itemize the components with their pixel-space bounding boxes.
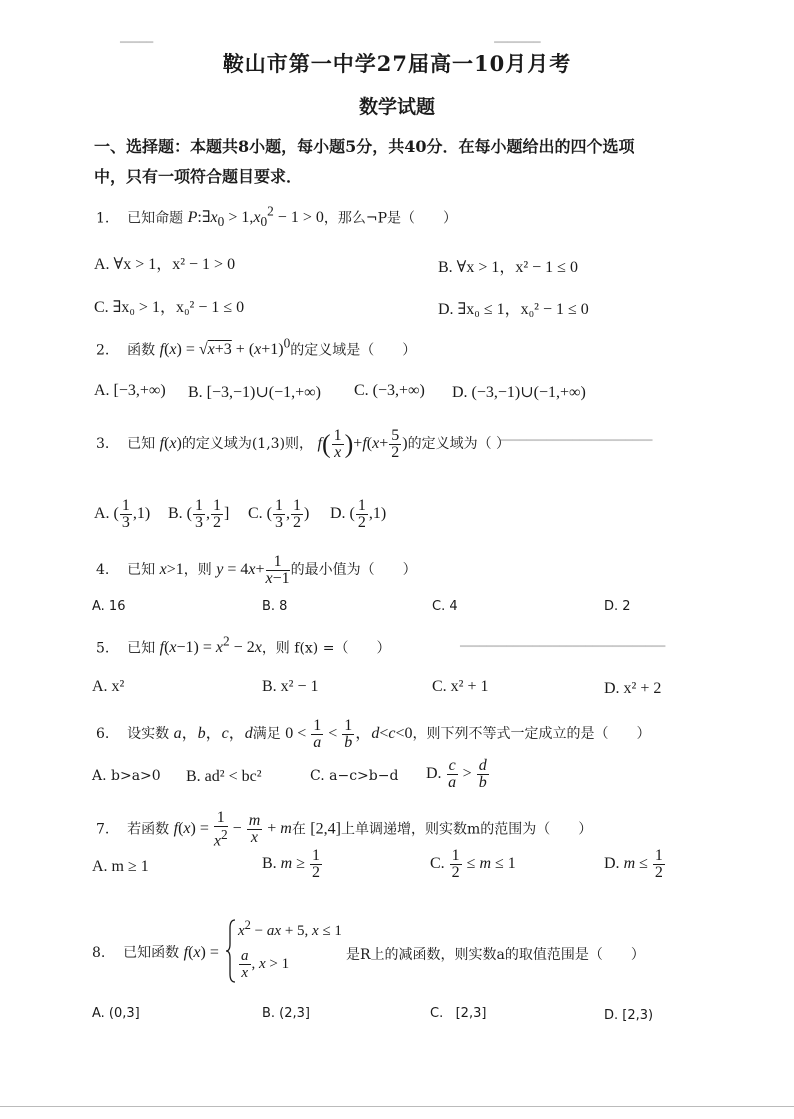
bleed-through-text: ━━━━━━━━━━━━━━━━━━━━━━━ (500, 434, 653, 447)
math-expr: x>1 (159, 561, 184, 579)
question-stem-tail: 的定义域是（ ） (290, 342, 417, 359)
option-b: B. x² − 1 (262, 678, 319, 695)
option-a: A. ( $\frac{1}{3}$ ,1) (94, 497, 151, 531)
exam-subject: 数学试题 (358, 96, 435, 118)
question-number: 7. (96, 821, 110, 838)
math-expr: $f(x-1) = x^2 - 2x$ (159, 634, 262, 657)
page-bottom-edge (0, 1106, 794, 1107)
option-c: C. x² + 1 (432, 678, 489, 695)
question-7 (96, 810, 592, 849)
option-a: A. (0,3] (92, 1006, 140, 1021)
math-expr: 0 < $\frac{1}{a}$ < $\frac{1}{b}$ ，d<c<0 (285, 717, 413, 751)
question-stem-tail: 的最小值为（ ） (290, 562, 417, 579)
question-stem-tail: ，那么¬P是（ ） (323, 210, 457, 227)
question-1 (96, 204, 457, 231)
option-a: A. 16 (92, 599, 126, 614)
piecewise-case-2: $\frac{a}{x}$ , x > 1 (241, 948, 290, 981)
section-heading-line1: 一、选择题：本题共8小题，每小题5分，共40分．在每小题给出的四个选项 (94, 137, 635, 156)
question-stem: 函数 (127, 342, 156, 359)
question-stem-tail: 上单调递增，则实数m的范围为（ ） (340, 821, 593, 838)
question-number: 5. (96, 640, 110, 657)
option-c: C. $\frac{1}{2}$ ≤ m ≤ 1 (430, 847, 516, 881)
question-number: 8. (92, 945, 106, 961)
math-expr: [2,4] (310, 820, 341, 838)
question-stem: 已知 (127, 436, 156, 453)
option-d: D. m ≤ $\frac{1}{2}$ (604, 847, 663, 881)
question-2 (96, 336, 416, 359)
option-b: B. (2,3] (262, 1006, 311, 1021)
exam-title: 鞍山市第一中学27届高一10月月考 (222, 51, 572, 76)
question-6 (96, 718, 650, 751)
question-stem-tail: ，则下列不等式一定成立的是（ ） (412, 726, 651, 743)
question-stem-tail: 的定义域为（ ） (407, 436, 511, 453)
option-d: D. [2,3) (604, 1008, 654, 1023)
option-d: D. (−3,−1)∪(−1,+∞) (452, 384, 586, 401)
math-expr: $P:\exists x_0 > 1,x_0^2 - 1 > 0$ (187, 204, 324, 230)
question-stem: 已知 (127, 562, 156, 579)
option-d: D. 2 (604, 599, 631, 614)
option-b: B. ad² < bc² (186, 768, 262, 785)
question-stem: 已知 (127, 640, 156, 657)
option-b: B. ∀x > 1，x² − 1 ≤ 0 (438, 259, 578, 276)
option-a: A. [−3,+∞) (94, 382, 166, 399)
piecewise-brace (225, 918, 237, 984)
question-stem-mid: 在 (291, 821, 306, 838)
option-c: C. ( $\frac{1}{3}$ , $\frac{1}{2}$ ) (248, 497, 310, 531)
math-expr: f(x) (159, 435, 182, 453)
option-a: A. b>a>0 (92, 768, 161, 784)
option-b: B. ( $\frac{1}{3}$ , $\frac{1}{2}$ ] (168, 497, 230, 531)
bleed-through-text: ━━━━━ ━━━━━━━ (120, 36, 541, 49)
question-4 (96, 554, 417, 587)
math-expr: f(x) = $\frac{1}{x^2}$ − $\frac{m}{x}$ + m (173, 809, 292, 850)
math-expr: f(x) = (183, 944, 219, 961)
question-stem: 设实数 (127, 726, 170, 743)
option-a: A. x² (92, 678, 125, 695)
section-heading-line2: 中，只有一项符合题目要求． (94, 167, 303, 186)
math-expr: $f(x) = √x+3 + (x+1)^0$ (159, 336, 291, 359)
option-d: D. $\frac{c}{a}$ > $\frac{d}{b}$ (426, 757, 487, 791)
question-stem-mid: 满足 (252, 726, 281, 743)
question-stem-mid: 的定义域为(1,3)则， (181, 436, 314, 453)
question-number: 6. (96, 726, 110, 743)
question-8-tail: 是R上的减函数，则实数a的取值范围是（ ） (346, 947, 645, 963)
piecewise-case-1: $x^2$ − ax + 5, x ≤ 1 (238, 918, 342, 939)
option-c: C. (−3,+∞) (354, 382, 425, 399)
question-stem: 已知函数 (123, 945, 180, 961)
math-expr: f( $\frac{1}{x}$ )+f(x+ $\frac{5}{2}$ ) (317, 427, 408, 461)
option-c: C. a−c>b−d (310, 768, 399, 784)
question-5 (96, 634, 390, 657)
option-b: B. m ≥ $\frac{1}{2}$ (262, 847, 321, 881)
option-b: B. 8 (262, 599, 288, 614)
question-3 (96, 428, 510, 461)
question-stem: 若函数 (127, 821, 170, 838)
question-stem: 已知命题 (127, 210, 184, 227)
option-a: A. m ≥ 1 (92, 858, 149, 875)
question-stem-tail: ，则 f(x) =（ ） (261, 640, 391, 657)
question-stem-mid: ，则 (183, 562, 212, 579)
section-heading (94, 132, 704, 192)
math-expr: a，b，c，d (173, 725, 253, 743)
option-d: D. ∃x₀ ≤ 1，x₀² − 1 ≤ 0 (438, 301, 589, 318)
option-d: D. x² + 2 (604, 680, 662, 697)
option-d: D. ( $\frac{1}{2}$ ,1) (330, 497, 387, 531)
question-number: 4. (96, 562, 110, 579)
bleed-through-text: ━━━━━━━━━━━━━━━━━━━━━━━━━━━━━━━ (460, 640, 666, 653)
option-c: C. 4 (432, 599, 458, 614)
question-number: 1. (96, 210, 110, 227)
option-a: A. ∀x > 1，x² − 1 > 0 (94, 256, 236, 273)
question-8 (92, 942, 219, 962)
option-b: B. [−3,−1)∪(−1,+∞) (188, 384, 321, 401)
option-c: C. ∃x₀ > 1，x₀² − 1 ≤ 0 (94, 299, 245, 316)
question-number: 3. (96, 436, 110, 453)
math-expr: y = 4x+ $\frac{1}{x-1}$ (216, 553, 290, 587)
question-number: 2. (96, 342, 110, 359)
option-c: C. [2,3] (430, 1006, 487, 1021)
